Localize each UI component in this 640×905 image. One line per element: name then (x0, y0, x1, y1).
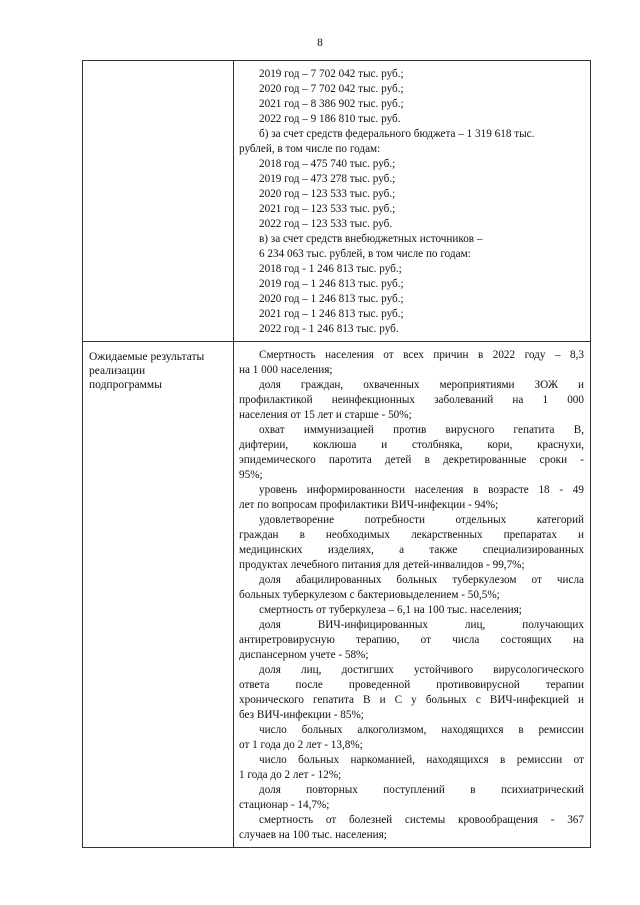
result-line: граждан в необходимых лекарственных препаратах и (239, 529, 584, 541)
result-line: доля повторных поступлений в психиатрический (259, 784, 584, 796)
result-line: охват иммунизацией против вирусного гепатита В, (259, 424, 584, 436)
funding-line: 2022 год - 1 246 813 тыс. руб. (259, 323, 399, 335)
funding-line: 2019 год – 473 278 тыс. руб.; (259, 173, 396, 185)
result-line: диспансерном учете - 58%; (239, 649, 369, 661)
funding-line: 2021 год – 8 386 902 тыс. руб.; (259, 98, 404, 110)
expected-results-text (234, 342, 590, 847)
result-line: дифтерии, коклюша и столбняка, кори, краснухи, (239, 439, 584, 451)
funding-text (234, 61, 590, 341)
result-line: смертность от туберкулеза – 6,1 на 100 тыс. населения; (259, 604, 522, 616)
result-line: лет по вопросам профилактики ВИЧ-инфекции - 94%; (239, 499, 499, 511)
result-line: ответа после проведенной противовирусной терапии (239, 679, 584, 691)
result-line: доля граждан, охваченных мероприятиями ЗОЖ и (259, 379, 584, 391)
result-line: доля абацилированных больных туберкулезом от числа (259, 574, 584, 586)
result-line: антиретровирусную терапию, от числа состоящих на (239, 634, 584, 646)
result-line: профилактикой неинфекционных заболеваний на 1 000 (239, 394, 584, 406)
funding-content-cell (234, 61, 591, 342)
subprogram-passport-table (82, 60, 591, 848)
expected-results-label-line: подпрограммы (89, 379, 162, 391)
funding-line: 2021 год – 123 533 тыс. руб.; (259, 203, 396, 215)
funding-line: 2022 год – 123 533 тыс. руб. (259, 218, 393, 230)
result-line: хронического гепатита В и С у больных с ВИЧ-инфекцией и (239, 694, 584, 706)
result-line: стационар - 14,7%; (239, 799, 330, 811)
funding-line: 6 234 063 тыс. рублей, в том числе по годам: (259, 248, 471, 260)
funding-line: 2018 год - 1 246 813 тыс. руб.; (259, 263, 402, 275)
result-line: 1 года до 2 лет - 12%; (239, 769, 342, 781)
result-line: число больных алкоголизмом, находящихся в ремиссии (259, 724, 584, 736)
result-line: удовлетворение потребности отдельных категорий (259, 514, 584, 526)
funding-line: рублей, в том числе по годам: (239, 143, 381, 155)
funding-line: 2019 год – 1 246 813 тыс. руб.; (259, 278, 404, 290)
table-row-funding (83, 61, 591, 342)
result-line: уровень информированности населения в возрасте 18 - 49 (259, 484, 584, 496)
expected-results-label-line: реализации (89, 365, 146, 377)
funding-label-cell (83, 61, 234, 342)
funding-label (83, 61, 233, 69)
funding-line: б) за счет средств федерального бюджета – 1 319 618 тыс. (259, 128, 535, 140)
expected-results-label (83, 342, 233, 392)
result-line: доля ВИЧ-инфицированных лиц, получающих (259, 619, 584, 631)
result-line: от 1 года до 2 лет - 13,8%; (239, 739, 363, 751)
expected-results-label-line: Ожидаемые результаты (89, 351, 205, 363)
result-line: 95%; (239, 469, 263, 481)
funding-line: 2021 год – 1 246 813 тыс. руб.; (259, 308, 404, 320)
page-number: 8 (317, 37, 323, 49)
result-line: населения от 15 лет и старше - 50%; (239, 409, 412, 421)
result-line: число больных наркоманией, находящихся в ремиссии от (259, 754, 584, 766)
result-line: случаев на 100 тыс. населения; (239, 829, 387, 841)
funding-line: в) за счет средств внебюджетных источников – (259, 233, 483, 245)
result-line: на 1 000 населения; (239, 364, 333, 376)
table-row-expected-results (83, 342, 591, 848)
result-line: без ВИЧ-инфекции - 85%; (239, 709, 364, 721)
result-line: больных туберкулезом с бактериовыделением - 50,5%; (239, 589, 500, 601)
funding-line: 2020 год – 123 533 тыс. руб.; (259, 188, 396, 200)
funding-line: 2022 год – 9 186 810 тыс. руб. (259, 113, 401, 125)
result-line: смертность от болезней системы кровообращения - 367 (259, 814, 584, 826)
expected-results-label-cell (83, 342, 234, 848)
result-line: медицинских изделиях, а также специализированных (239, 544, 584, 556)
result-line: Смертность населения от всех причин в 2022 году – 8,3 (259, 349, 584, 361)
funding-line: 2019 год – 7 702 042 тыс. руб.; (259, 68, 404, 80)
funding-line: 2018 год – 475 740 тыс. руб.; (259, 158, 396, 170)
result-line: эпидемического паротита детей в декретированные сроки - (239, 454, 584, 466)
expected-results-content-cell (234, 342, 591, 848)
result-line: доля лиц, достигших устойчивого вирусологического (259, 664, 584, 676)
result-line: продуктах лечебного питания для детей-инвалидов - 99,7%; (239, 559, 525, 571)
funding-line: 2020 год – 1 246 813 тыс. руб.; (259, 293, 404, 305)
funding-line: 2020 год – 7 702 042 тыс. руб.; (259, 83, 404, 95)
